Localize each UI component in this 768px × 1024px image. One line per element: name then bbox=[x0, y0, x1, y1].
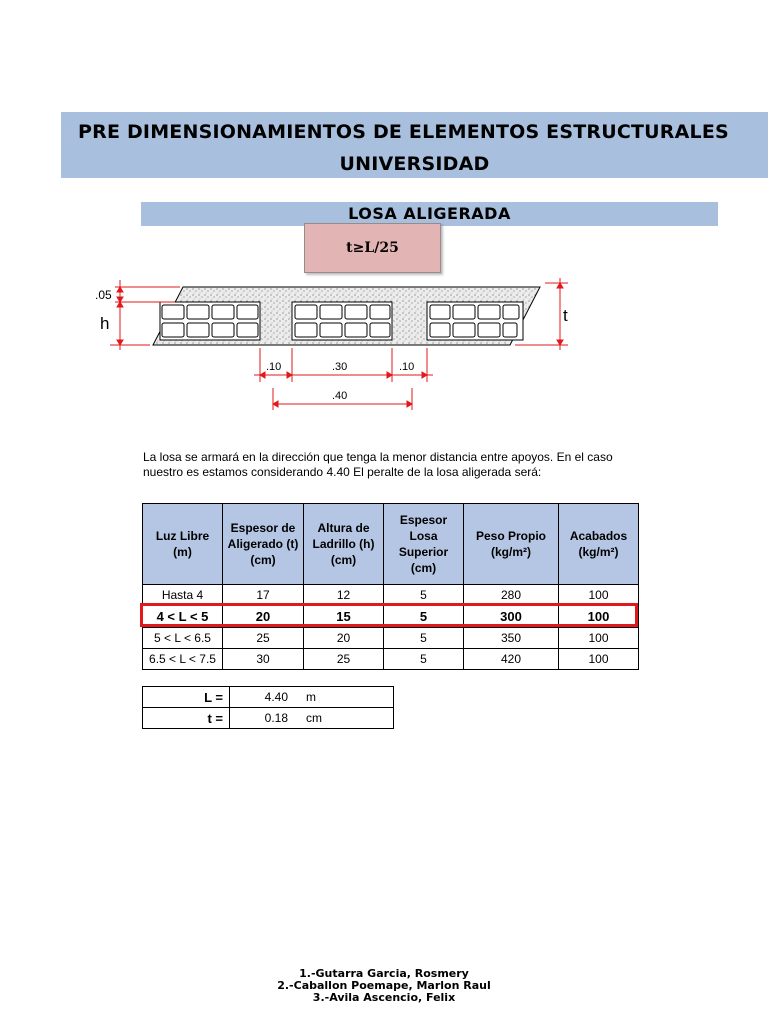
author-1: 1.-Gutarra Garcia, Rosmery bbox=[299, 967, 469, 980]
calculation-table bbox=[142, 686, 394, 729]
cell: 280 bbox=[464, 585, 559, 606]
col-header-peso-propio: Peso Propio (kg/m²) bbox=[464, 504, 559, 585]
dim-left-label: .10 bbox=[266, 361, 282, 373]
formula-box: t≥L/25 bbox=[304, 223, 441, 273]
section-title: LOSA ALIGERADA bbox=[141, 202, 718, 226]
cell: 20 bbox=[304, 628, 384, 649]
calc-row-L bbox=[143, 687, 394, 708]
h-label: h bbox=[100, 314, 110, 333]
paragraph-line2: nuestro es estamos considerando 4.40 El peralte de la losa aligerada será: bbox=[143, 465, 542, 479]
top-thickness-label: .05 bbox=[95, 288, 112, 302]
col-header-luz-libre: Luz Libre (m) bbox=[143, 504, 223, 585]
calc-row-t bbox=[143, 708, 394, 729]
slab-section-diagram bbox=[0, 270, 768, 420]
t-key: t = bbox=[143, 708, 230, 729]
author-3: 3.-Avila Ascencio, Felix bbox=[312, 991, 456, 1004]
col-header-acabados: Acabados (kg/m²) bbox=[559, 504, 639, 585]
cell: Hasta 4 bbox=[143, 585, 223, 606]
table-row bbox=[143, 649, 639, 670]
brick-block-mid bbox=[292, 302, 392, 340]
cell: 17 bbox=[223, 585, 304, 606]
title-line2: UNIVERSIDAD bbox=[339, 153, 490, 175]
cell: 25 bbox=[223, 628, 304, 649]
cell: 5 bbox=[384, 649, 464, 670]
slab-thickness-table bbox=[142, 503, 639, 670]
cell: 4 < L ˂ 5 bbox=[143, 606, 223, 628]
cell: 100 bbox=[559, 606, 639, 628]
cell: 100 bbox=[559, 649, 639, 670]
cell: 5 bbox=[384, 628, 464, 649]
L-value: 4.40 bbox=[230, 687, 293, 708]
table-header-row bbox=[143, 504, 639, 585]
author-2: 2.-Caballon Poemape, Marlon Raul bbox=[277, 979, 491, 992]
col-header-espesor-losa: Espesor Losa Superior (cm) bbox=[384, 504, 464, 585]
cell: 350 bbox=[464, 628, 559, 649]
dim-right-label: .10 bbox=[399, 361, 415, 373]
title-line1: PRE DIMENSIONAMIENTOS DE ELEMENTOS ESTRUCTURALES bbox=[78, 121, 729, 143]
highlight-frame bbox=[140, 603, 638, 627]
dim-total-label: .40 bbox=[332, 390, 348, 402]
t-value: 0.18 bbox=[230, 708, 293, 729]
table-row bbox=[143, 628, 639, 649]
L-unit: m bbox=[292, 687, 394, 708]
t-label: t bbox=[563, 306, 568, 325]
dim-mid-label: .30 bbox=[332, 361, 348, 373]
authors-list bbox=[0, 968, 768, 1004]
brick-block-right bbox=[427, 302, 523, 340]
cell: 5 bbox=[384, 585, 464, 606]
cell: 100 bbox=[559, 585, 639, 606]
cell: 30 bbox=[223, 649, 304, 670]
cell: 15 bbox=[304, 606, 384, 628]
cell: 25 bbox=[304, 649, 384, 670]
t-unit: cm bbox=[292, 708, 394, 729]
cell: 100 bbox=[559, 628, 639, 649]
cell: 300 bbox=[464, 606, 559, 628]
cell: 20 bbox=[223, 606, 304, 628]
L-key: L = bbox=[143, 687, 230, 708]
cell: 5 ˂ L ˂ 6.5 bbox=[143, 628, 223, 649]
cell: 6.5 ˂ L ˂ 7.5 bbox=[143, 649, 223, 670]
col-header-altura-ladrillo: Altura de Ladrillo (h) (cm) bbox=[304, 504, 384, 585]
cell: 5 bbox=[384, 606, 464, 628]
cell: 420 bbox=[464, 649, 559, 670]
cell: 12 bbox=[304, 585, 384, 606]
paragraph-line1: La losa se armará en la dirección que tenga la menor distancia entre apoyos. En el caso bbox=[143, 450, 613, 464]
description-paragraph bbox=[143, 450, 623, 480]
title-banner bbox=[61, 112, 768, 178]
col-header-espesor-aligerado: Espesor de Aligerado (t) (cm) bbox=[223, 504, 304, 585]
brick-block-left bbox=[160, 302, 260, 340]
